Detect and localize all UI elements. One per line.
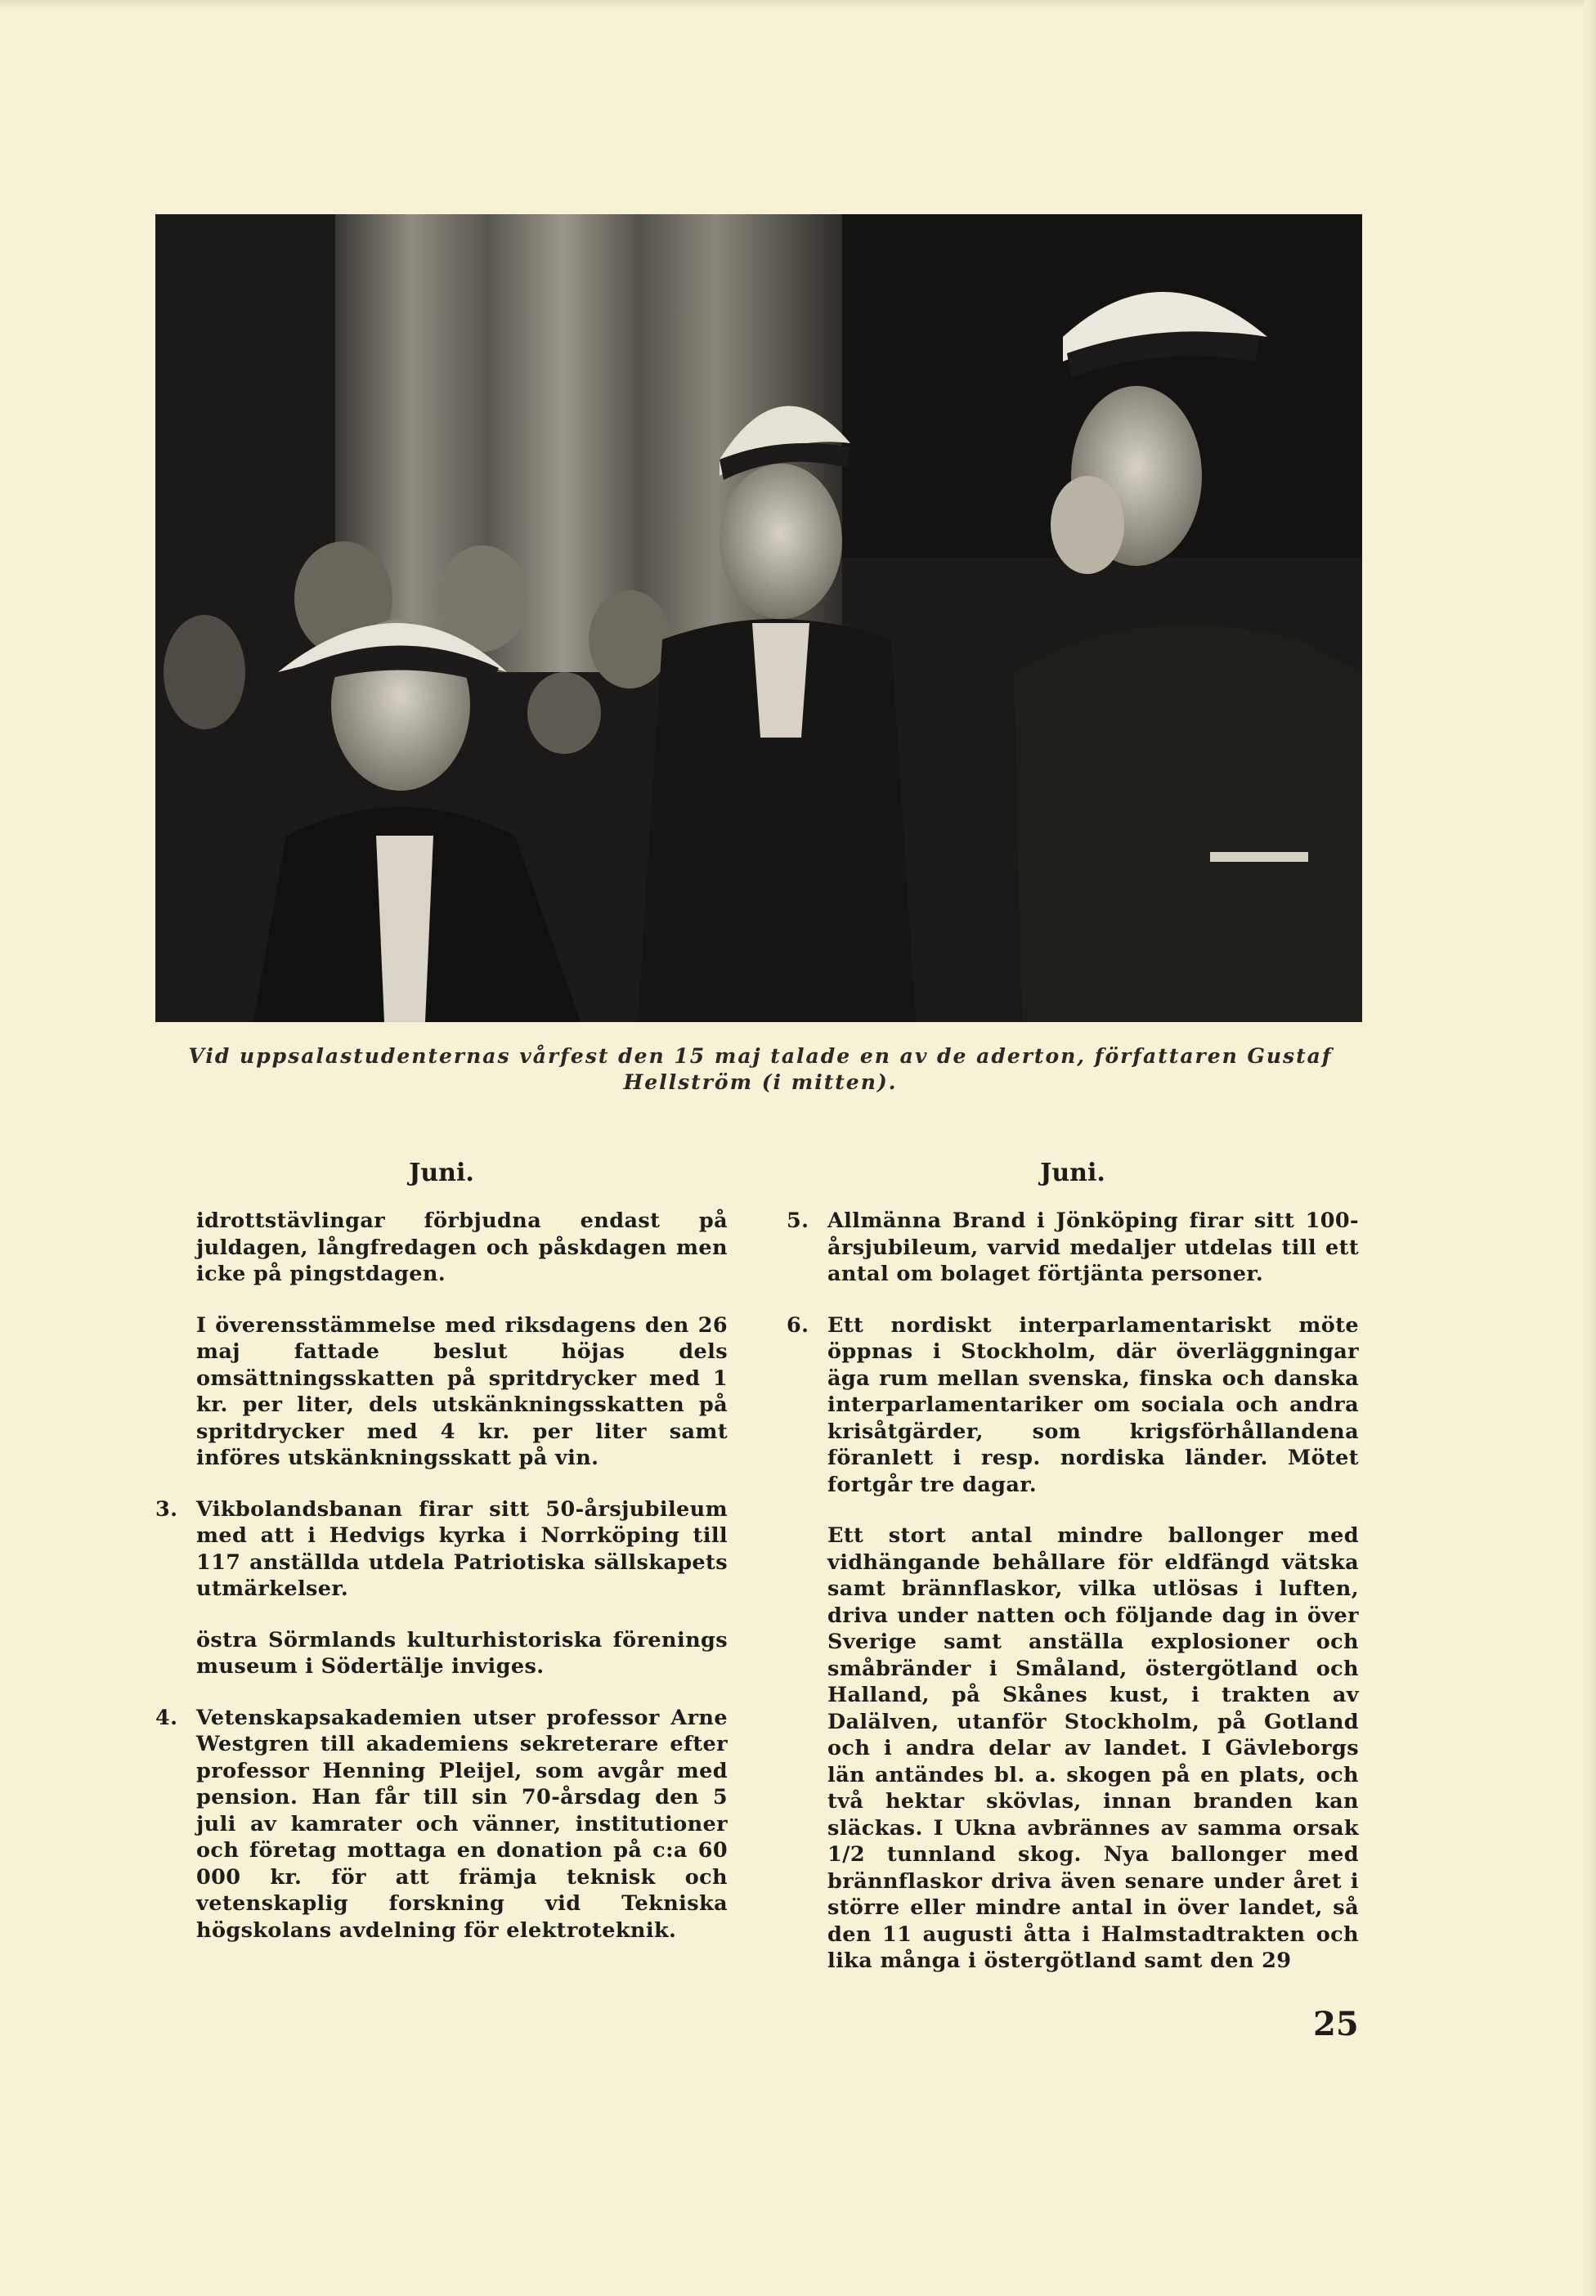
entry-text: Ett stort antal mindre ballonger med vidhängande behållare för eldfängd vätska samt brännflaskor, vilka utlösas i luften, driva under natten och följande dag in över Sverige samt anställa explosioner och småbränder i Småland, östergötland och Halland, på Skånes kust, i trakten av Dalälven, utanför Stockholm, på Gotland och i andra delar av landet. I Gävleborgs län antändes bl. a. skogen på en plats, och två hektar skövlas, innan branden kan släckas. I Ukna avbrännes av samma orsak 1/2 tunnland skog. Nya ballonger med brännflaskor driva även senare under året i större eller mindre antal in över landet, så den 11 augusti åtta i Halmstadtrakten och lika många i östergötland samt den 29 xyxy=(827,1523,1359,1973)
entry-text: Allmänna Brand i Jönköping firar sitt 100-årsjubileum, varvid medaljer utdelas till ett antal om bolaget förtjänta personer. xyxy=(827,1209,1359,1286)
entry-date: 4. xyxy=(155,1705,178,1730)
chronicle-entry xyxy=(787,1312,1359,1499)
column-heading: Juni. xyxy=(1040,1159,1105,1187)
left-column xyxy=(155,1157,728,1944)
entry-text: idrottstävlingar förbjudna endast på juldagen, långfredagen och påskdagen men icke på pingstdagen. xyxy=(196,1209,728,1286)
entry-date: 6. xyxy=(787,1312,809,1338)
chronicle-entry xyxy=(787,1208,1359,1288)
column-heading: Juni. xyxy=(409,1159,474,1187)
photograph-icon xyxy=(155,214,1362,1022)
entry-text: Ett nordiskt interparlamentariskt möte öppnas i Stockholm, där överläggningar äga rum mellan svenska, finska och danska interparlamentariker om sociala och andra krisåtgärder, som krigsförhållandena föranlett i resp. nordiska länder. Mötet fortgår tre dagar. xyxy=(827,1312,1359,1497)
chronicle-entry xyxy=(155,1496,728,1603)
entry-text: I överensstämmelse med riksdagens den 26 maj fattade beslut höjas dels omsättningsskatten på spritdrycker med 1 kr. per liter, dels utskänkningsskatten på spritdrycker med 4 kr. per liter samt införes utskänkningsskatt på vin. xyxy=(196,1312,728,1470)
page-number: 25 xyxy=(1313,2005,1359,2043)
photo-caption: Vid uppsalastudenternas vårfest den 15 maj talade en av de aderton, författaren Gustaf Hellström (i mitten). xyxy=(188,1044,1333,1094)
entry-date: 5. xyxy=(787,1209,809,1233)
chronicle-entry xyxy=(155,1312,728,1472)
chronicle-entry xyxy=(155,1627,728,1680)
entry-text: östra Sörmlands kulturhistoriska förenings museum i Södertälje inviges. xyxy=(196,1627,728,1679)
page-edge xyxy=(0,0,1596,10)
chronicle-entry xyxy=(787,1522,1359,1975)
entry-text: Vetenskapsakademien utser professor Arne Westgren till akademiens sekreterare efter professor Henning Pleijel, som avgår med pension. Han får till sin 70-årsdag den 5 juli av kamrater och vänner, institutioner och företag mottaga en donation på c:a 60 000 kr. för att främja teknisk och vetenskaplig forskning vid Tekniska högskolans avdelning för elektroteknik. xyxy=(196,1705,728,1943)
entry-text: Vikbolandsbanan firar sitt 50-årsjubileum med att i Hedvigs kyrka i Norrköping till 117 anställda utdela Patriotiska sällskapets utmärkelser. xyxy=(196,1496,728,1601)
entry-date: 3. xyxy=(155,1496,178,1522)
chronicle-entry xyxy=(155,1705,728,1944)
page-edge-right xyxy=(1585,0,1596,2296)
photograph xyxy=(155,214,1362,1022)
chronicle-entry xyxy=(155,1208,728,1288)
right-column xyxy=(787,1157,1359,1975)
